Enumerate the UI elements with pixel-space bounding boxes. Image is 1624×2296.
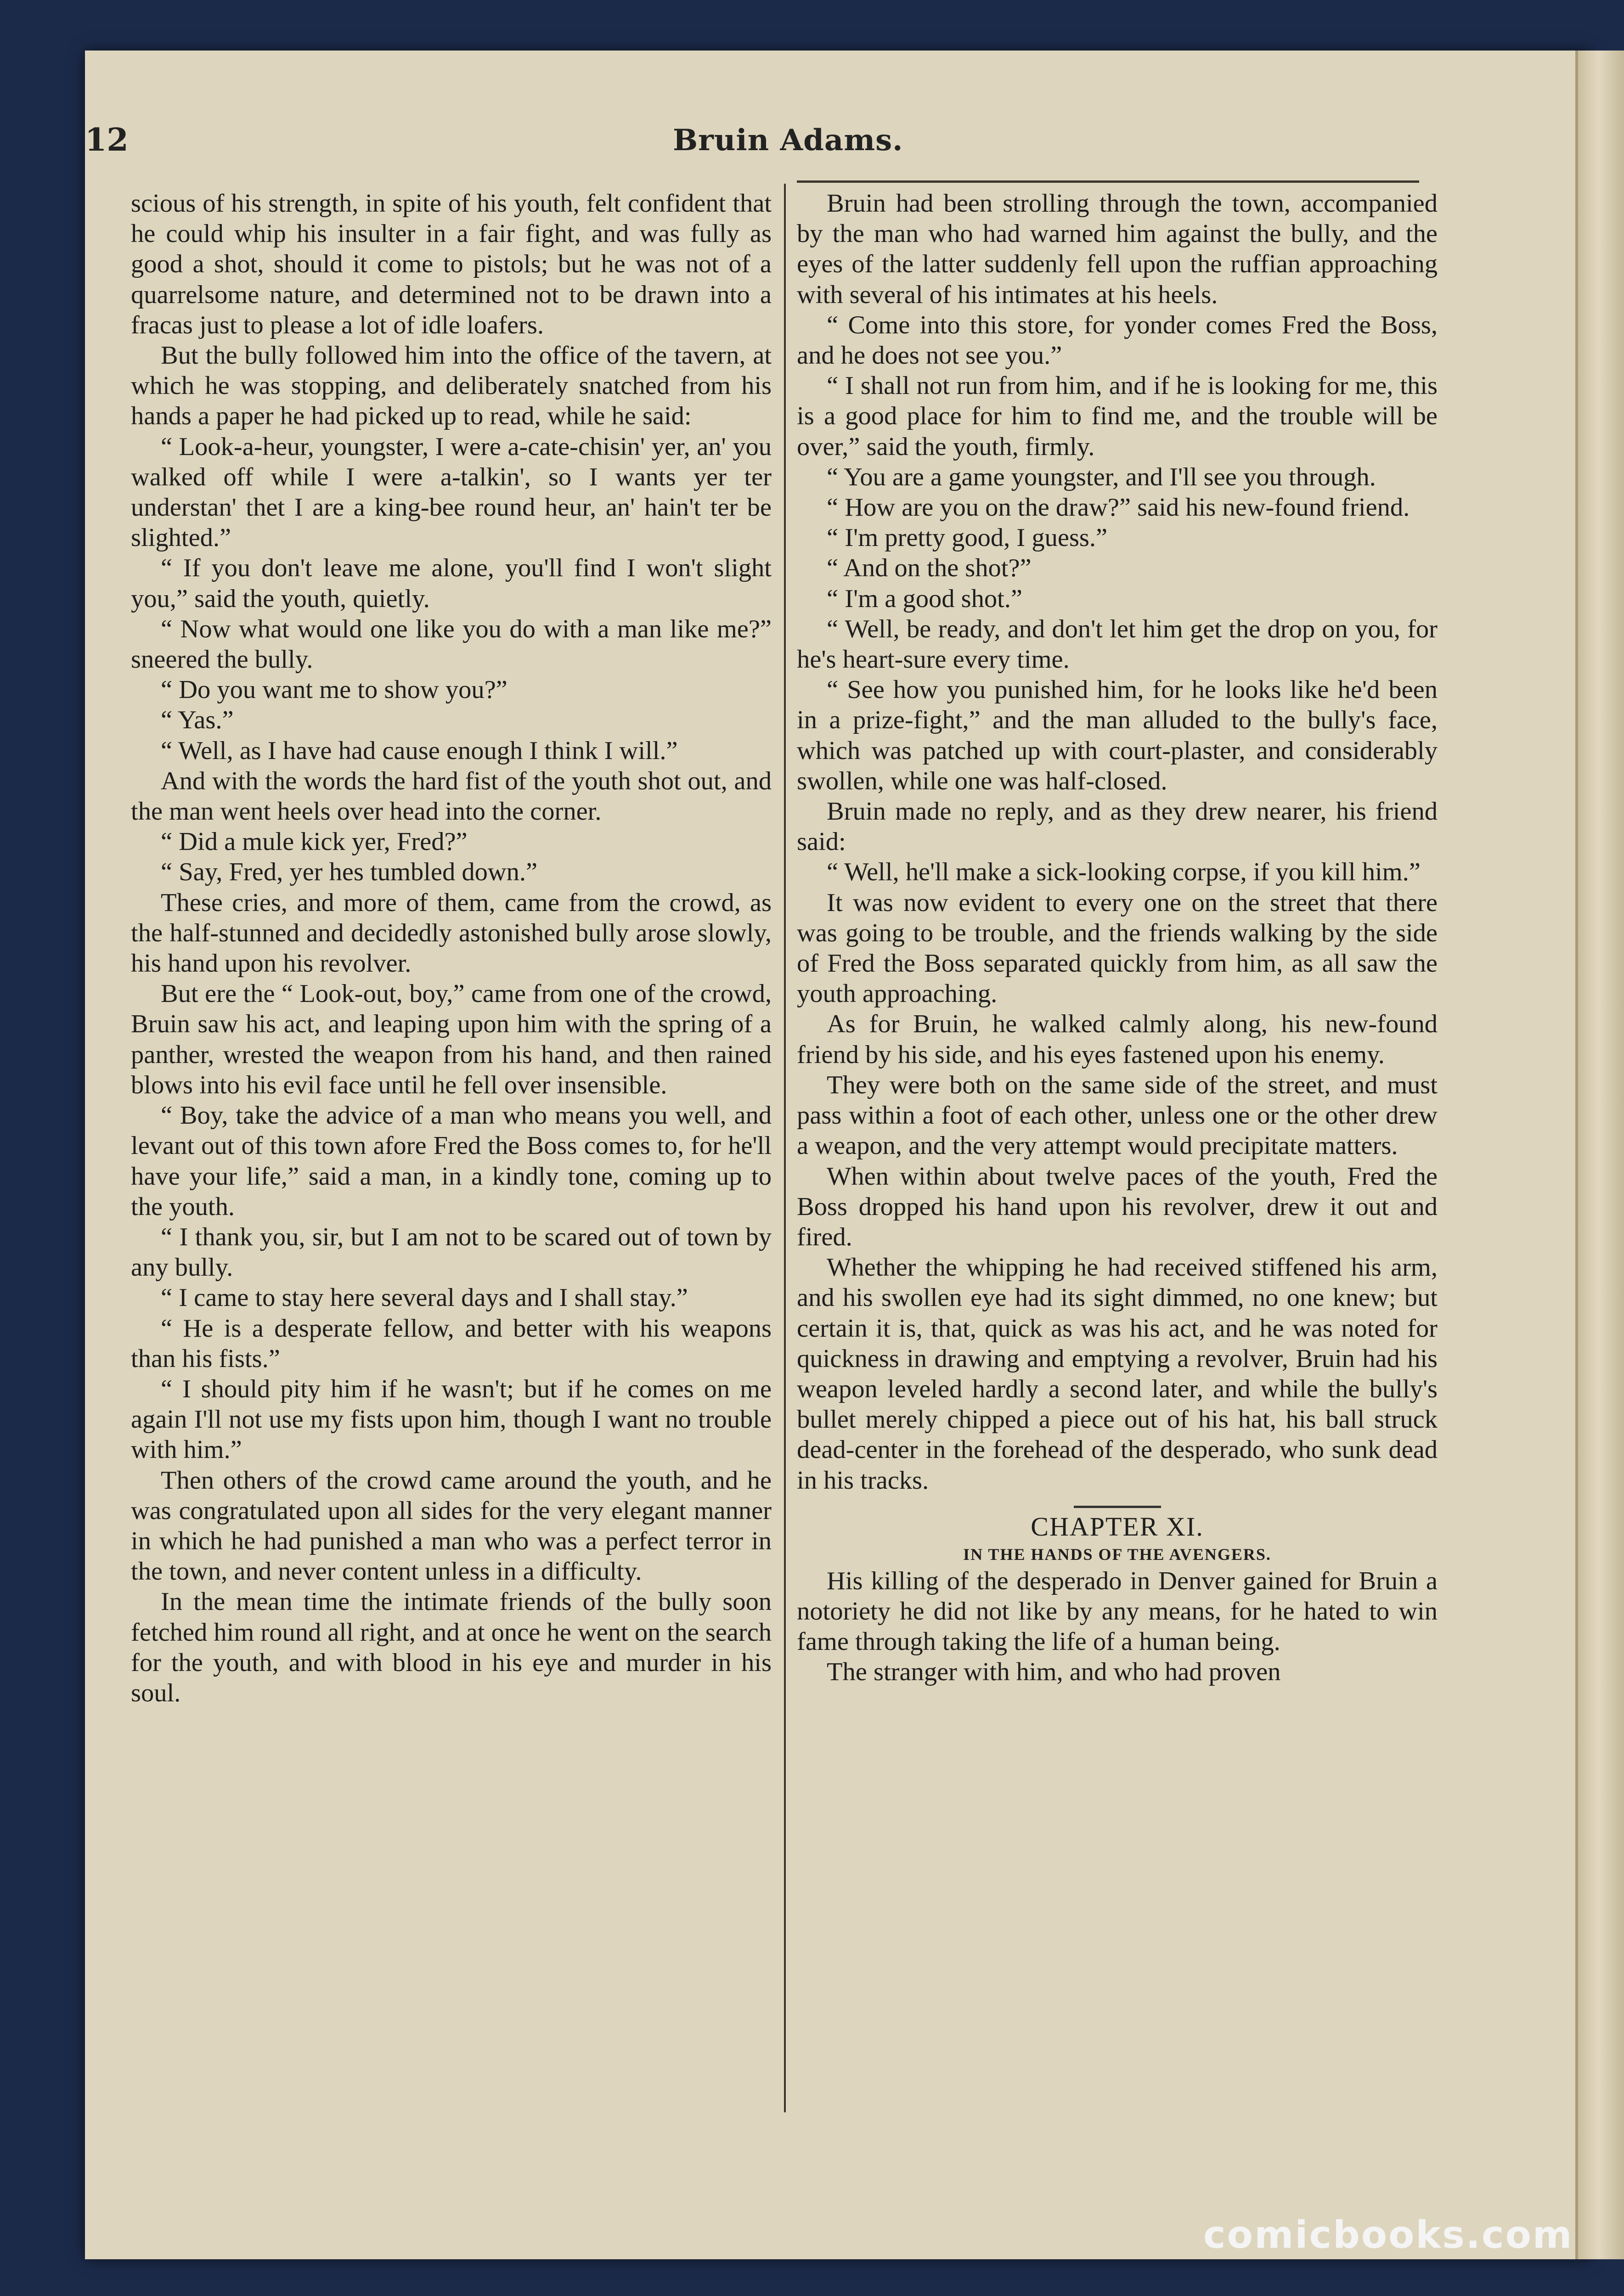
paragraph: Bruin made no reply, and as they drew nearer, his friend said: [797,797,1438,856]
paragraph: “ I thank you, sir, but I am not to be scared out of town by any bully. [131,1222,772,1282]
paragraph: In the mean time the intimate friends of the bully soon fetched him round all right, and at once he went on the search for the youth, and with blood in his eye and murder in his soul. [131,1587,772,1707]
chapter-subtitle: IN THE HANDS OF THE AVENGERS. [963,1545,1271,1564]
paragraph: Bruin had been strolling through the town, accompanied by the man who had warned him against the bully, and the eyes of the latter suddenly fell upon the ruffian approaching with several of his intimates at his heels. [797,189,1438,309]
paragraph: But the bully followed him into the office of the tavern, at which he was stopping, and deliberately snatched from his hands a paper he had picked up to read, while he said: [131,341,772,431]
column-divider [784,184,786,2112]
paragraph: “ Boy, take the advice of a man who means you well, and levant out of this town afore Fred the Boss comes to, for he'll have your life,” said a man, in a kindly tone, coming up to the youth. [131,1101,772,1221]
paragraph: “ If you don't leave me alone, you'll find I won't slight you,” said the youth, quietly. [131,554,772,613]
paragraph: Whether the whipping he had received stiffened his arm, and his swollen eye had its sight dimmed, no one knew; but certain it is, that, quick as was his act, and he was noted for quickness in drawing and emptying a revolver, Bruin had his weapon leveled hardly a second later, and while the bully's bullet merely chipped a piece out of his hat, his ball struck dead-center in the forehead of the desperado, who sunk dead in his tracks. [797,1253,1438,1495]
paragraph: “ I'm a good shot.” [827,584,1022,613]
paragraph: “ I shall not run from him, and if he is looking for me, this is a good place for him to find me, and the trouble will be over,” said the youth, firmly. [797,371,1438,461]
paragraph: And with the words the hard fist of the youth shot out, and the man went heels over head into the corner. [131,766,772,826]
paragraph: “ And on the shot?” [827,554,1032,583]
paragraph: These cries, and more of them, came from the crowd, as the half-stunned and decidedly astonished bully arose slowly, his hand upon his revolver. [131,888,772,978]
paragraph: “ Come into this store, for yonder comes Fred the Boss, and he does not see you.” [797,310,1438,370]
page-number: 12 [85,122,129,158]
paragraph: “ Well, as I have had cause enough I think I will.” [161,736,678,765]
right-column [797,188,1438,1688]
paragraph: “ See how you punished him, for he looks like he'd been in a prize-fight,” and the man alluded to the bully's face, which was patched up with court-plaster, and considerably swollen, while one was half-closed. [797,675,1438,795]
paragraph: His killing of the desperado in Denver gained for Bruin a notoriety he did not like by any means, for he hated to win fame through taking the life of a human being. [797,1566,1438,1656]
paragraph: “ Well, he'll make a sick-looking corpse, if you kill him.” [827,858,1421,887]
paragraph: Then others of the crowd came around the youth, and he was congratulated upon all sides for the very elegant manner in which he had punished a man who was a perfect terror in the town, and never content unless in a difficulty. [131,1466,772,1586]
paragraph: But ere the “ Look-out, boy,” came from one of the crowd, Bruin saw his act, and leaping upon him with the spring of a panther, wrested the weapon from his hand, and then rained blows into his evil face until he fell over insensible. [131,979,772,1099]
paragraph: “ Yas.” [161,706,234,735]
paragraph: “ You are a game youngster, and I'll see you through. [827,462,1376,491]
paragraph: When within about twelve paces of the youth, Fred the Boss dropped his hand upon his revolver, drew it out and fired. [797,1162,1438,1251]
paragraph: They were both on the same side of the street, and must pass within a foot of each other, unless one or the other drew a weapon, and the very attempt would precipitate matters. [797,1070,1438,1160]
header-rule [797,180,1419,183]
paragraph: It was now evident to every one on the street that there was going to be trouble, and the friends walking by the side of Fred the Boss separated quickly from him, as all saw the youth approaching. [797,888,1438,1008]
paragraph: “ Do you want me to show you?” [161,675,508,704]
paragraph: As for Bruin, he walked calmly along, his new-found friend by his side, and his eyes fastened upon his enemy. [797,1010,1438,1069]
chapter-title: CHAPTER XI. [1031,1511,1204,1542]
paragraph: “ I came to stay here several days and I shall stay.” [161,1283,688,1312]
site-watermark: comicbooks.com [1203,2213,1573,2257]
paragraph: scious of his strength, in spite of his youth, felt confident that he could whip his insulter in a fair fight, and was fully as good a shot, should it come to pistols; but he was not of a quarrelsome nature, and determined not to be drawn into a fracas just to please a lot of idle loafers. [131,189,772,339]
left-column [131,188,772,1708]
paragraph: “ Well, be ready, and don't let him get the drop on you, for he's heart-sure every time. [797,614,1438,674]
chapter-rule [1074,1506,1161,1508]
running-title: Bruin Adams. [673,123,903,158]
paragraph: “ I should pity him if he wasn't; but if he comes on me again I'll not use my fists upon him, though I want no trouble with him.” [131,1374,772,1464]
paragraph: “ Did a mule kick yer, Fred?” [161,827,468,856]
paragraph: “ Look-a-heur, youngster, I were a-cate-chisin' yer, an' you walked off while I were a-talkin', so I wants yer ter understan' thet I are a king-bee round heur, an' hain't ter be slighted.” [131,432,772,552]
paragraph: “ How are you on the draw?” said his new-found friend. [827,493,1410,522]
paragraph: “ He is a desperate fellow, and better with his weapons than his fists.” [131,1314,772,1373]
paragraph: The stranger with him, and who had proven [827,1658,1281,1687]
paragraph: “ I'm pretty good, I guess.” [827,523,1108,552]
paragraph: “ Say, Fred, yer hes tumbled down.” [161,858,538,887]
page-edge [1575,51,1624,2259]
paragraph: “ Now what would one like you do with a man like me?” sneered the bully. [131,614,772,674]
